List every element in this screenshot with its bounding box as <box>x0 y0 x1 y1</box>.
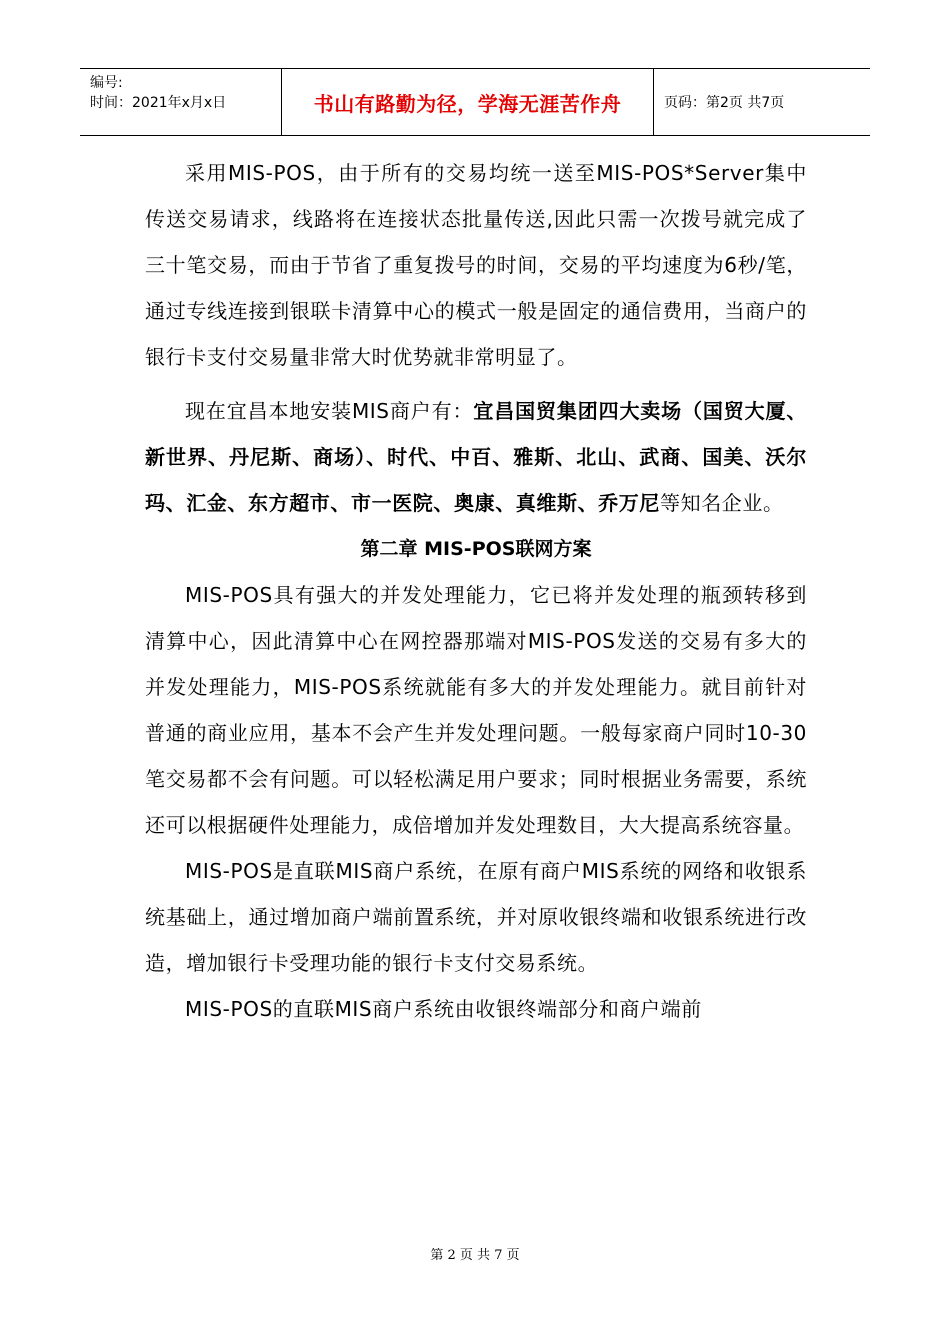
motto: 书山有路勤为径，学海无涯苦作舟 <box>313 91 622 116</box>
header-motto-cell <box>282 69 654 135</box>
paragraph-3: MIS-POS具有强大的并发处理能力，它已将并发处理的瓶颈转移到清算中心，因此清算中心在网控器那端对MIS-POS发送的交易有多大的并发处理能力，MIS-POS系统就能有多大的并发处理能力。就目前针对普通的商业应用，基本不会产生并发处理问题。一般每家商户同时10-30笔交易都不会有问题。可以轻松满足用户要求；同时根据业务需要，系统还可以根据硬件处理能力，成倍增加并发处理数目，大大提高系统容量。 <box>145 583 807 837</box>
serial-label: 编号: <box>90 75 123 91</box>
paragraph-2-suffix: 等知名企业。 <box>660 491 784 515</box>
chapter-heading: 第二章 MIS-POS联网方案 <box>360 538 592 560</box>
time-label: 时间：2021年x月x日 <box>90 95 227 111</box>
paragraph-1: 采用MIS-POS，由于所有的交易均统一送至MIS-POS*Server集中传送交易请求，线路将在连接状态批量传送,因此只需一次拨号就完成了三十笔交易，而由于节省了重复拨号的时间，交易的平均速度为6秒/笔，通过专线连接到银联卡清算中心的模式一般是固定的通信费用，当商户的银行卡支付交易量非常大时优势就非常明显了。 <box>145 161 807 369</box>
paragraph-5: MIS-POS的直联MIS商户系统由收银终端部分和商户端前 <box>185 997 702 1021</box>
paragraph-2 <box>145 388 807 526</box>
header-page-info-cell <box>654 69 870 135</box>
page-info: 页码：第2页 共7页 <box>664 95 785 111</box>
header-meta <box>80 69 282 135</box>
document-body <box>145 150 807 1032</box>
page-footer: 第 2 页 共 7 页 <box>430 1248 520 1263</box>
page-header <box>80 68 870 136</box>
paragraph-2-prefix: 现在宜昌本地安装MIS商户有： <box>185 399 474 423</box>
paragraph-2-bold: 宜昌国贸集团四大卖场（国贸大厦、新世界、丹尼斯、商场）、时代、中百、雅斯、北山、武商、国美、沃尔玛、汇金、东方超市、市一医院、奥康、真维斯、乔万尼 <box>145 399 807 515</box>
paragraph-4: MIS-POS是直联MIS商户系统，在原有商户MIS系统的网络和收银系统基础上，通过增加商户端前置系统，并对原收银终端和收银系统进行改造，增加银行卡受理功能的银行卡支付交易系统。 <box>145 859 807 975</box>
